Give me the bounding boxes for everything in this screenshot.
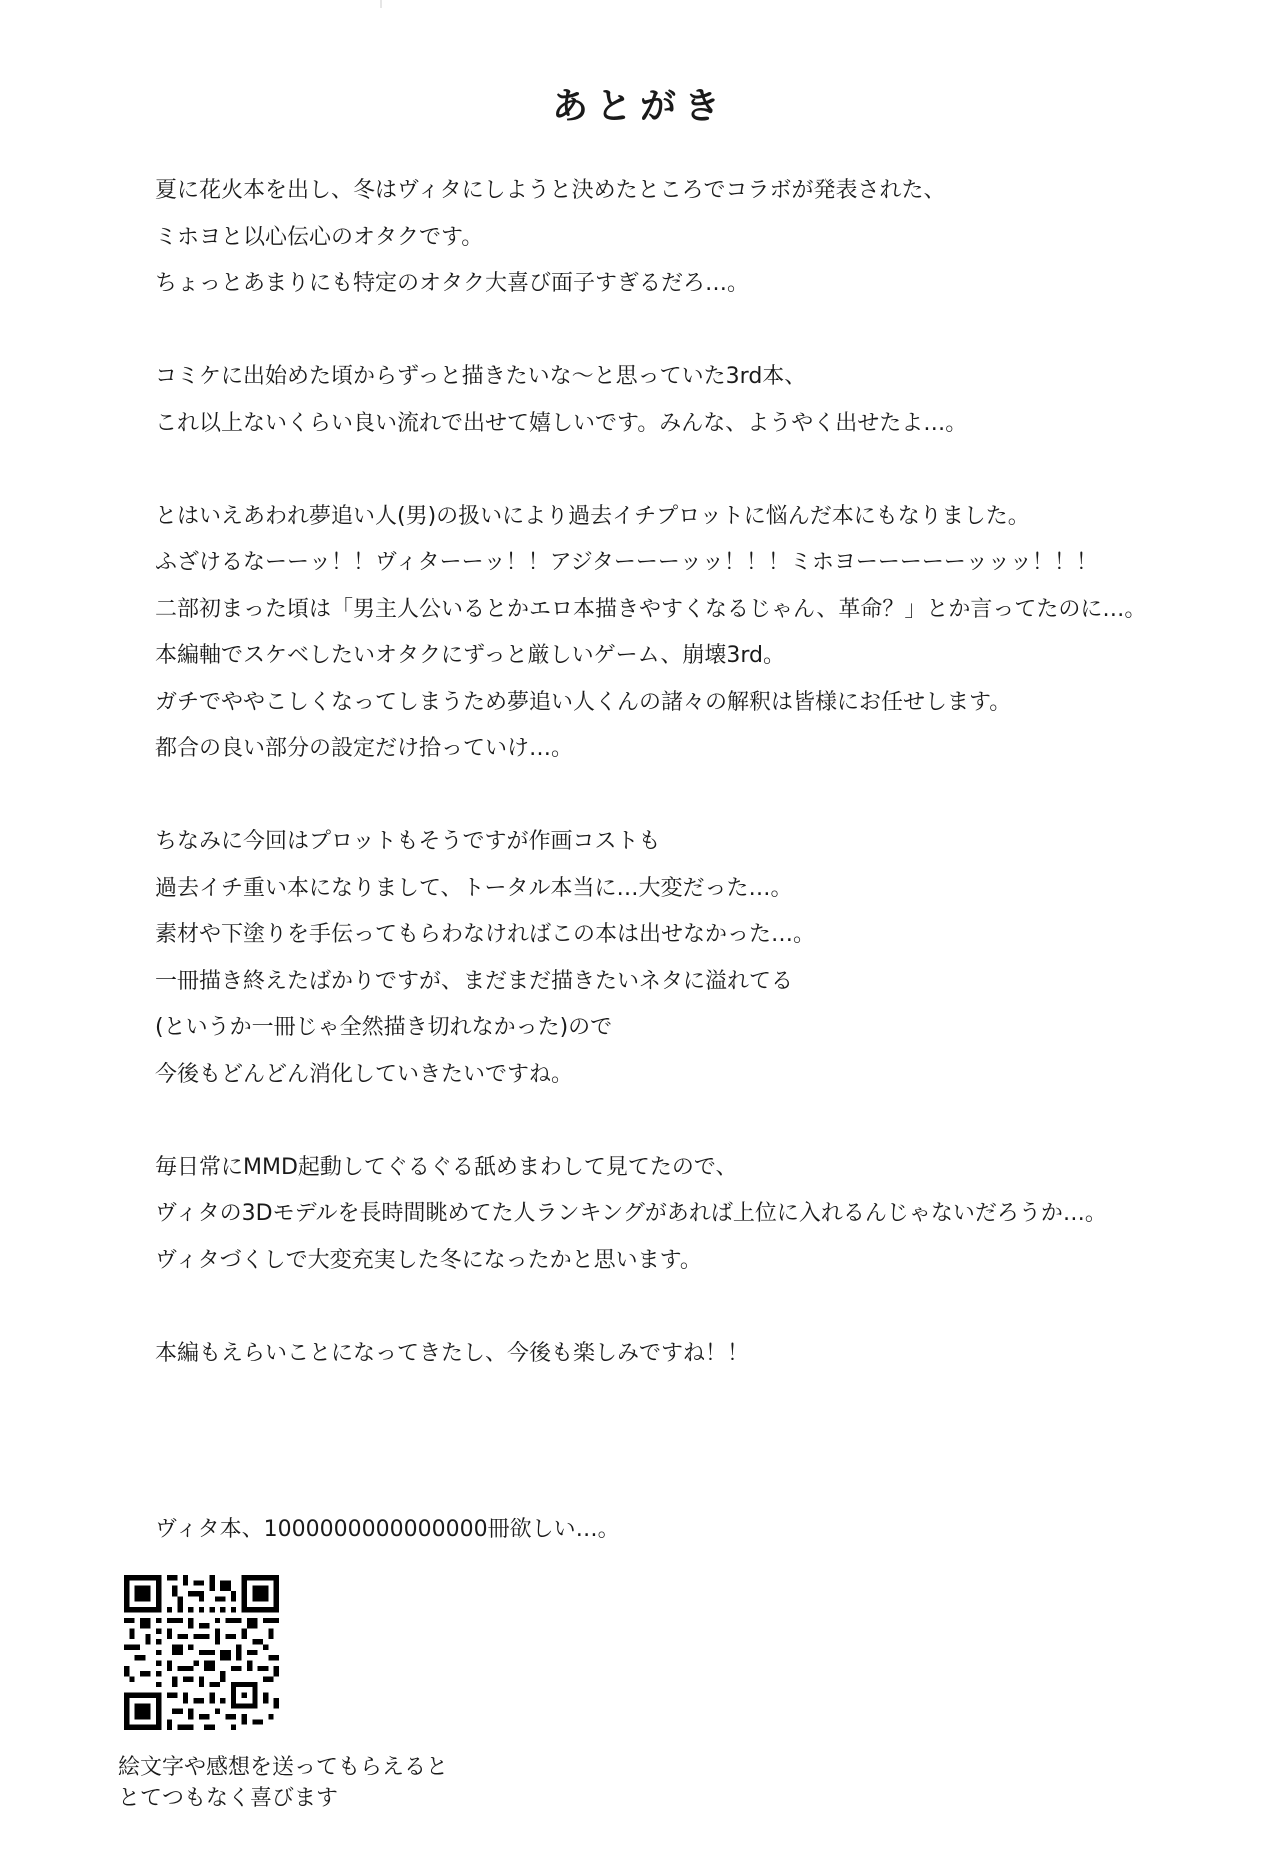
text-line: 二部初まった頃は「男主人公いるとかエロ本描きやすくなるじゃん、革命？」とか言ってたのに…。 [155, 596, 1147, 622]
text-line: (というか一冊じゃ全然描き切れなかった)ので [155, 1015, 613, 1040]
text-line: ヴィタの3Dモデルを長時間眺めてた人ランキングがあれば上位に入れるんじゃないだろうか…。 [155, 1201, 1107, 1226]
text-line: 一冊描き終えたばかりですが、まだまだ描きたいネタに溢れてる [155, 968, 794, 994]
text-line: 本編もえらいことになってきたし、今後も楽しみですね！！ [155, 1340, 750, 1366]
paragraph-4 [155, 819, 1155, 1098]
page-title: あとがき [551, 86, 728, 127]
text-line: ちなみに今回はプロットもそうですが作画コストも [155, 829, 661, 854]
text-line: 過去イチ重い本になりまして、トータル本当に…大変だった…。 [155, 875, 793, 901]
text-line: ミホヨと以心伝心のオタクです。 [155, 224, 484, 250]
qr-caption-line: とてつもなく喜びます [118, 1786, 339, 1811]
text-line: ガチでややこしくなってしまうため夢追い人くんの諸々の解釈は皆様にお任せします。 [155, 689, 1012, 715]
qr-code-icon[interactable] [124, 1575, 279, 1730]
paragraph-6 [155, 1331, 1155, 1378]
text-line: コミケに出始めた頃からずっと描きたいな〜と思っていた3rd本、 [155, 364, 807, 389]
paragraph-1 [155, 168, 1155, 308]
paragraph-3 [155, 494, 1155, 773]
qr-caption [118, 1752, 448, 1814]
text-line: 夏に花火本を出し、冬はヴィタにしようと決めたところでコラボが発表された、 [155, 178, 946, 203]
text-line: とはいえあわれ夢追い人(男)の扱いにより過去イチプロットに悩んだ本にもなりました。 [155, 503, 1030, 529]
afterword-body [155, 168, 1155, 1377]
paragraph-5 [155, 1145, 1155, 1285]
text-line: これ以上ないくらい良い流れで出せて嬉しいです。みんな、ようやく出せたよ…。 [155, 410, 968, 436]
closing-line: ヴィタ本、1000000000000000冊欲しい…。 [155, 1517, 620, 1542]
text-line: ふざけるなーーッ！！ヴィターーッ！！アジターーーッッ！！！ミホヨーーーーーッッッ！！！ [155, 550, 1098, 575]
text-line: 毎日常にMMD起動してぐるぐる舐めまわして見てたので、 [155, 1154, 738, 1180]
qr-caption-line: 絵文字や感想を送ってもらえると [118, 1755, 449, 1780]
text-line: ヴィタづくしで大変充実した冬になったかと思います。 [155, 1247, 702, 1273]
text-line: 素材や下塗りを手伝ってもらわなければこの本は出せなかった…。 [155, 922, 816, 947]
text-line: ちょっとあまりにも特定のオタク大喜び面子すぎるだろ…。 [155, 271, 750, 296]
paragraph-2 [155, 354, 1155, 447]
text-line: 都合の良い部分の設定だけ拾っていけ…。 [155, 736, 574, 761]
text-line: 今後もどんどん消化していきたいですね。 [155, 1061, 574, 1087]
scan-mark [380, 0, 382, 8]
text-line: 本編軸でスケベしたいオタクにずっと厳しいゲーム、崩壊3rd。 [155, 643, 785, 668]
